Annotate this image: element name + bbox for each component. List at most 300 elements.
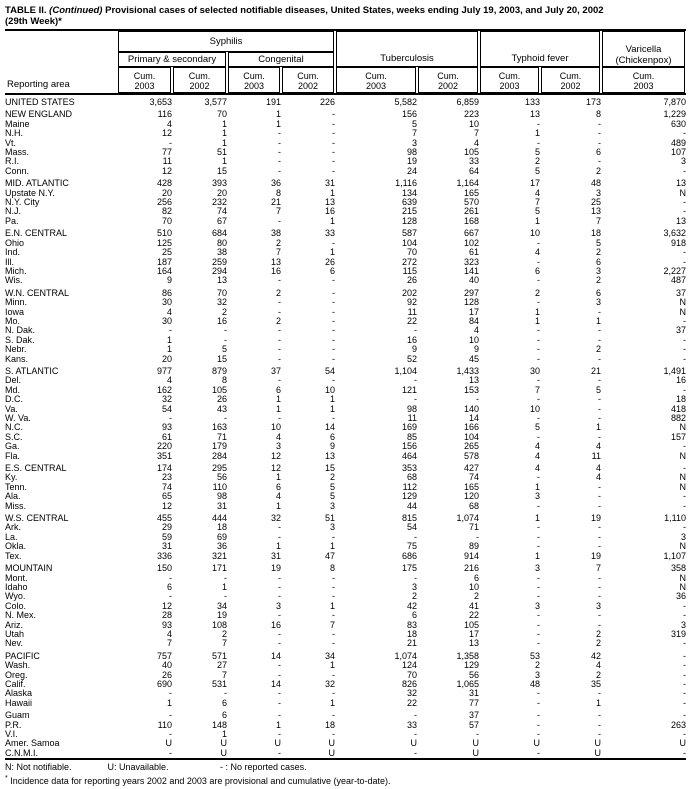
value-cell: 4 [534,442,540,452]
value-cell: 16 [270,620,281,630]
value-cell: 4 [166,629,172,639]
value-cell: 6 [329,266,335,276]
value-cell: - [683,679,686,689]
legend-not-notifiable: N: Not notifiable. [5,762,72,773]
value-cell: U [220,739,227,749]
value-cell: 879 [211,366,227,376]
value-cell: 2 [275,238,281,248]
tuberculosis-header: Tuberculosis [336,31,478,67]
table-row [5,414,686,423]
value-cell: 1,358 [456,651,479,661]
value-cell: 105 [463,620,479,630]
table-row [5,583,686,592]
table-row [5,229,686,238]
value-cell: 13 [529,110,540,120]
value-cell: - [169,414,172,423]
value-cell: 6 [221,711,227,721]
value-cell: - [683,601,686,611]
value-cell: 36 [675,592,686,602]
value-cell: - [278,532,281,542]
reporting-area-cell: Ga. [5,442,20,452]
value-cell: 33 [468,157,479,167]
value-cell: - [598,326,601,336]
value-cell: - [414,532,417,542]
value-cell: 3,653 [149,97,172,107]
value-cell: 110 [212,482,227,492]
value-cell: 1,110 [664,514,686,524]
syphilis-group-header: Syphilis [118,31,334,52]
value-cell: - [598,501,601,511]
value-cell: 105 [463,148,479,158]
value-cell: 13 [675,179,686,189]
legend-unavailable: U: Unavailable. [107,762,169,773]
value-cell: 4 [534,188,540,198]
col-header-syph-cong-2003: Cum. 2003 [228,67,280,93]
value-cell: 171 [211,564,227,574]
value-cell: - [598,592,601,602]
value-cell: 684 [211,229,227,239]
value-cell: - [278,298,281,308]
value-cell: U [410,739,417,749]
value-cell: 21 [270,198,281,208]
value-cell: 1 [534,551,540,561]
value-cell: 8 [221,376,227,386]
value-cell: 444 [211,514,227,524]
value-cell: - [683,698,686,708]
value-cell: 33 [324,229,335,239]
reporting-area-cell: S. ATLANTIC [5,366,59,376]
value-cell: 5 [329,482,335,492]
value-cell: 54 [324,366,335,376]
value-cell: 319 [670,629,686,639]
reporting-area-cell: Ohio [5,238,25,248]
value-cell: 1 [166,698,172,708]
value-cell: - [598,492,601,502]
value-cell: 80 [216,238,227,248]
value-cell: 295 [211,464,227,474]
value-cell: 64 [468,166,479,176]
value-cell: 3 [595,266,601,276]
value-cell: 1 [534,316,540,326]
value-cell: - [414,730,417,739]
value-cell: 92 [406,298,417,308]
value-cell: 84 [468,316,479,326]
value-cell: - [598,129,601,139]
value-cell: 3 [595,601,601,611]
value-cell: - [537,119,540,129]
reporting-area-cell: Vt. [5,138,17,148]
value-cell: - [414,573,417,583]
value-cell: 22 [406,316,417,326]
value-cell: 8 [329,564,335,574]
value-cell: 70 [406,670,417,680]
value-cell: 12 [270,464,281,474]
value-cell: 4 [473,138,479,148]
value-cell: - [332,689,335,699]
value-cell: - [278,148,281,158]
table-row [5,473,686,482]
value-cell: 37 [468,711,479,721]
varicella-line2: (Chickenpox) [615,54,672,66]
value-cell: U [472,739,479,749]
value-cell: 26 [216,395,227,405]
value-cell: 6 [166,582,172,592]
value-cell: 74 [161,482,172,492]
value-cell: 10 [270,423,281,433]
value-cell: - [332,316,335,326]
value-cell: - [476,730,479,739]
value-cell: N [679,451,686,461]
value-cell: 133 [524,97,540,107]
value-cell: 18 [324,720,335,730]
value-cell: 98 [406,148,417,158]
table-row [5,592,686,601]
value-cell: 323 [463,257,479,267]
value-cell: 263 [670,720,686,730]
reporting-area-cell: S. Dak. [5,335,35,345]
value-cell: 2 [595,166,601,176]
value-cell: 36 [216,542,227,552]
value-cell: 32 [406,689,417,699]
value-cell: 6 [595,288,601,298]
footnote-text: Incidence data for reporting years 2002 and 2003 are provisional and cumulative (year-to-date). [10,776,391,787]
value-cell: 13 [468,376,479,386]
table-row [5,386,686,395]
value-cell: 156 [401,110,417,120]
value-cell: 17 [529,179,540,189]
value-cell: 2 [595,345,601,355]
value-cell: - [537,582,540,592]
value-cell: 4 [275,492,281,502]
value-cell: 51 [216,148,227,158]
value-cell: 4 [534,451,540,461]
table-row [5,239,686,248]
table-row [5,502,686,511]
value-cell: 261 [463,207,479,217]
value-cell: - [278,345,281,355]
value-cell: 1,074 [456,514,479,524]
value-cell: 10 [468,119,479,129]
value-cell: 141 [463,266,479,276]
value-cell: - [278,629,281,639]
reporting-area-cell: Nebr. [5,345,27,355]
value-cell: 232 [211,198,227,208]
value-cell: 6 [595,257,601,267]
value-cell: 4 [595,661,601,671]
value-cell: 1 [329,601,335,611]
value-cell: 10 [529,229,540,239]
value-cell: - [414,711,417,721]
value-cell: - [414,326,417,336]
value-cell: - [683,129,686,139]
value-cell: 353 [401,464,417,474]
value-cell: 667 [463,229,479,239]
col-header-syph-ps-2003: Cum. 2003 [118,67,171,93]
value-cell: 3,632 [663,229,686,239]
title-prefix: TABLE II. [5,5,47,16]
value-cell: - [598,395,601,405]
table-row [5,730,686,739]
value-cell: 1 [166,345,172,355]
value-cell: 4 [473,326,479,336]
value-cell: - [537,711,540,721]
value-cell: - [683,501,686,511]
value-cell: - [683,651,686,661]
value-cell: 75 [406,542,417,552]
table-row [5,139,686,148]
value-cell: 215 [401,207,417,217]
value-cell: 1 [534,129,540,139]
value-cell: 2 [221,307,227,317]
value-cell: 42 [406,601,417,611]
value-cell: 1,065 [456,679,479,689]
value-cell: 38 [270,229,281,239]
value-cell: 15 [324,464,335,474]
value-cell: 578 [463,451,479,461]
reporting-area-cell: MOUNTAIN [5,564,53,574]
table-row [5,739,686,748]
reporting-area-cell: C.N.M.I. [5,748,38,758]
value-cell: - [332,639,335,649]
value-cell: 10 [529,404,540,414]
value-cell: U [594,748,601,758]
value-cell: 3 [595,188,601,198]
value-cell: - [332,166,335,176]
table-row [5,699,686,708]
table-row [5,167,686,176]
value-cell: - [332,376,335,386]
table-row [5,198,686,207]
value-cell: - [169,689,172,699]
reporting-area-cell: Wis. [5,276,23,286]
value-cell: - [598,532,601,542]
value-cell: - [332,611,335,621]
col-header-typhoid-2002: Cum. 2002 [541,67,600,93]
value-cell: - [278,157,281,167]
value-cell: 1 [221,129,227,139]
value-cell: - [332,129,335,139]
table-row [5,433,686,442]
value-cell: 639 [401,198,417,208]
table-row [5,639,686,648]
value-cell: 5 [534,148,540,158]
value-cell: 128 [463,298,479,308]
col-header-tb-2002: Cum. 2002 [418,67,478,93]
varicella-line1: Varicella [625,44,662,55]
footnote-legend [5,762,686,773]
value-cell: - [598,573,601,583]
value-cell: 3 [595,298,601,308]
value-cell: 129 [401,492,417,502]
value-cell: 98 [216,492,227,502]
primary-secondary-header: Primary & secondary [118,52,226,67]
value-cell: - [332,119,335,129]
reporting-area-cell: PACIFIC [5,651,40,661]
value-cell: 4 [166,376,172,386]
value-cell: 7 [275,207,281,217]
value-cell: 489 [670,138,686,148]
value-cell: 18 [216,523,227,533]
footnotes [5,762,686,787]
value-cell: N [679,482,686,492]
table-row [5,680,686,689]
value-cell: - [537,720,540,730]
value-cell: - [278,611,281,621]
value-cell: - [278,326,281,336]
reporting-area-cell: S.C. [5,432,23,442]
reporting-area-cell: E.S. CENTRAL [5,464,67,474]
value-cell: 41 [468,601,479,611]
value-cell: 6 [329,432,335,442]
value-cell: N [679,473,686,483]
value-cell: U [594,739,601,749]
reporting-area-cell: Colo. [5,601,27,611]
value-cell: - [598,523,601,533]
table-row [5,189,686,198]
reporting-area-cell: N.Y. City [5,198,40,208]
value-cell: 10 [324,385,335,395]
value-cell: 71 [468,523,479,533]
value-cell: N [679,188,686,198]
value-cell: 3 [534,601,540,611]
table-row [5,602,686,611]
value-cell: 2 [275,316,281,326]
value-cell: - [414,376,417,386]
value-cell: - [278,711,281,721]
reporting-area-cell: Fla. [5,451,21,461]
value-cell: 33 [406,720,417,730]
value-cell: 74 [216,207,227,217]
value-cell: - [537,345,540,355]
reporting-area-cell: Del. [5,376,22,386]
value-cell: 259 [211,257,227,267]
value-cell: 1 [275,395,281,405]
value-cell: 11 [591,451,601,461]
value-cell: 1 [329,248,335,258]
reporting-area-cell: N. Mex. [5,611,37,621]
value-cell: 31 [216,501,227,511]
value-cell: 1,433 [456,366,479,376]
value-cell: - [598,720,601,730]
value-cell: 169 [401,423,417,433]
value-cell: 104 [463,432,479,442]
value-cell: 12 [161,501,172,511]
value-cell: 162 [156,385,172,395]
value-cell: 284 [211,451,227,461]
value-cell: - [278,166,281,176]
value-cell: 6 [473,573,479,583]
table-row [5,217,686,226]
value-cell: 5 [221,345,227,355]
value-cell: 51 [324,514,335,524]
value-cell: 918 [670,238,686,248]
value-cell: 12 [161,601,172,611]
value-cell: - [278,730,281,739]
legend-no-cases: - : No reported cases. [220,762,307,773]
table-row [5,552,686,561]
value-cell: U [274,739,281,749]
value-cell: U [328,739,335,749]
value-cell: 9 [166,276,172,286]
value-cell: - [537,698,540,708]
value-cell: 34 [324,651,335,661]
reporting-area-cell: Tenn. [5,482,28,492]
value-cell: - [537,395,540,405]
value-cell: 914 [463,551,479,561]
title-continued: (Continued) [49,5,103,16]
col-header-typhoid-2003: Cum. 2003 [480,67,539,93]
value-cell: N [679,542,686,552]
table-row [5,326,686,335]
table-row [5,423,686,432]
value-cell: 69 [216,532,227,542]
value-cell: - [332,354,335,364]
value-cell: - [598,542,601,552]
value-cell: 18 [675,395,686,405]
table-row [5,611,686,620]
value-cell: 93 [161,423,172,433]
value-cell: - [332,582,335,592]
value-cell: 5,582 [394,97,417,107]
value-cell: - [332,573,335,583]
reporting-area-cell: Ariz. [5,620,23,630]
value-cell: 30 [529,366,540,376]
value-cell: 85 [406,432,417,442]
value-cell: 1 [166,335,172,345]
value-cell: - [683,689,686,699]
value-cell: - [683,730,686,739]
value-cell: - [598,611,601,621]
value-cell: - [169,573,172,583]
value-cell: 7 [221,639,227,649]
table-row [5,711,686,720]
value-cell: 587 [401,229,417,239]
value-cell: 826 [401,679,417,689]
reporting-area-cell: NEW ENGLAND [5,110,73,120]
value-cell: 71 [216,432,227,442]
value-cell: - [278,573,281,583]
value-cell: 2 [221,629,227,639]
value-cell: 19 [590,551,601,561]
reporting-area-cell: N.H. [5,129,23,139]
value-cell: 2,227 [663,266,686,276]
value-cell: 82 [161,207,172,217]
table-row [5,574,686,583]
value-cell: - [332,711,335,721]
value-cell: 17 [468,629,479,639]
value-cell: 4 [166,119,172,129]
table-row [5,621,686,630]
reporting-area-cell: W.N. CENTRAL [5,288,70,298]
value-cell: - [598,376,601,386]
value-cell: N [679,423,686,433]
col-header-varicella-2003: Cum. 2003 [602,67,685,93]
value-cell: - [332,288,335,298]
value-cell: 1 [275,501,281,511]
title-week: (29th Week)* [5,16,62,27]
table-row [5,317,686,326]
value-cell: 1,491 [663,366,686,376]
value-cell: 18 [406,629,417,639]
reporting-area-cell: Wash. [5,661,31,671]
value-cell: 10 [468,335,479,345]
value-cell: 156 [401,442,417,452]
value-cell: N [679,573,686,583]
value-cell: 3 [275,601,281,611]
typhoid-fever-header: Typhoid fever [480,31,600,67]
value-cell: 115 [402,266,417,276]
value-cell: 3 [329,523,335,533]
